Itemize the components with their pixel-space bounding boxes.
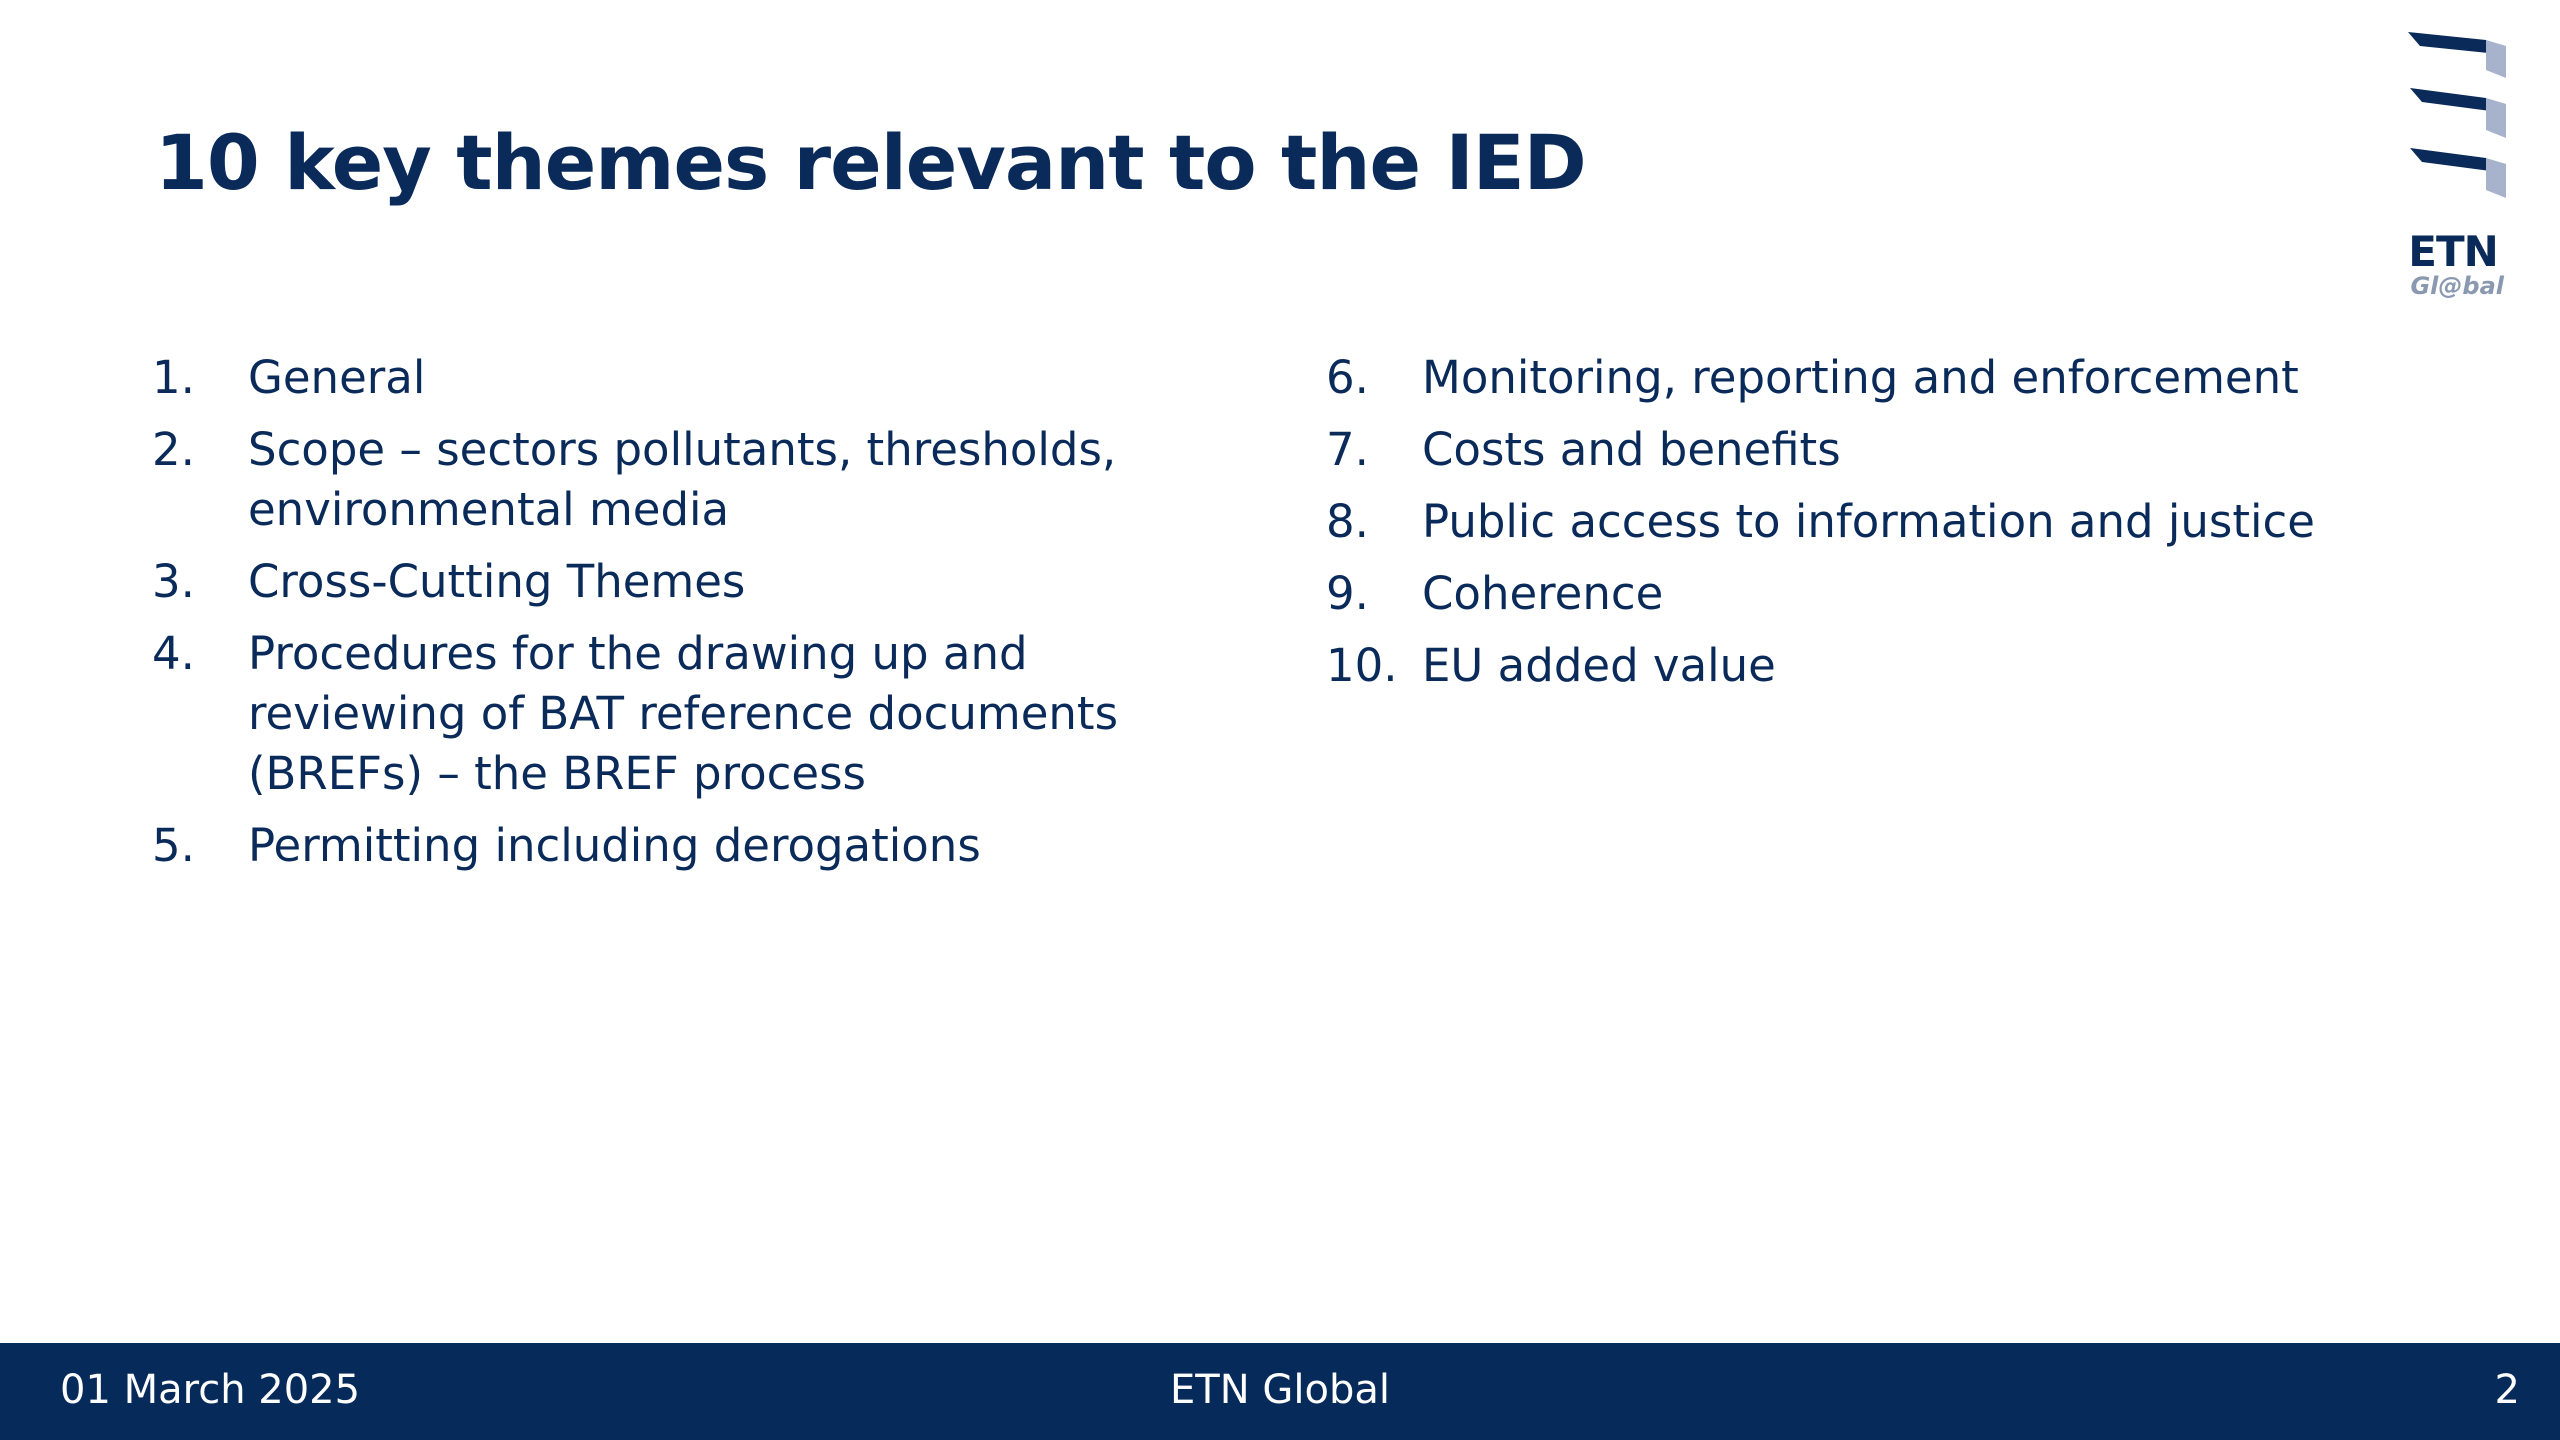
page-number: 2 bbox=[2494, 1367, 2520, 1413]
list-item-text: Cross-Cutting Themes bbox=[248, 555, 746, 608]
list-item bbox=[1326, 348, 2426, 408]
list-item bbox=[152, 348, 1152, 408]
list-item-text: Coherence bbox=[1422, 567, 1664, 620]
list-item bbox=[1326, 636, 2426, 696]
list-item bbox=[1326, 420, 2426, 480]
list-item-number: 3. bbox=[152, 555, 195, 608]
list-item-number: 4. bbox=[152, 627, 195, 680]
list-item bbox=[152, 816, 1152, 876]
list-item-number: 10. bbox=[1326, 639, 1398, 692]
themes-list-left bbox=[152, 348, 1152, 888]
list-item-number: 6. bbox=[1326, 351, 1369, 404]
list-item-text: Permitting including derogations bbox=[248, 819, 981, 872]
list-item-number: 5. bbox=[152, 819, 195, 872]
list-item bbox=[152, 552, 1152, 612]
etn-logo-icon bbox=[2398, 26, 2508, 226]
list-item-number: 1. bbox=[152, 351, 195, 404]
themes-list-right bbox=[1326, 348, 2426, 708]
list-item-number: 9. bbox=[1326, 567, 1369, 620]
footer-organization: ETN Global bbox=[1170, 1367, 1390, 1413]
list-item-text: EU added value bbox=[1422, 639, 1776, 692]
logo-subtitle: Gl@bal bbox=[2410, 272, 2504, 300]
list-item-text: Public access to information and justice bbox=[1422, 495, 2315, 548]
list-item-number: 7. bbox=[1326, 423, 1369, 476]
logo-wordmark: ETN bbox=[2408, 227, 2498, 276]
slide-footer bbox=[0, 1343, 2560, 1440]
etn-global-logo bbox=[2398, 26, 2508, 306]
list-item-text: Procedures for the drawing up and reviewing of BAT reference documents (BREFs) – the BREF process bbox=[248, 627, 1119, 800]
footer-date: 01 March 2025 bbox=[60, 1367, 361, 1413]
list-item bbox=[152, 624, 1152, 804]
list-item-text: General bbox=[248, 351, 426, 404]
list-item-text: Monitoring, reporting and enforcement bbox=[1422, 351, 2299, 404]
slide-title: 10 key themes relevant to the IED bbox=[155, 118, 1586, 207]
list-item bbox=[1326, 492, 2426, 552]
list-item bbox=[152, 420, 1152, 540]
list-item-number: 8. bbox=[1326, 495, 1369, 548]
list-item-number: 2. bbox=[152, 423, 195, 476]
list-item bbox=[1326, 564, 2426, 624]
list-item-text: Costs and benefits bbox=[1422, 423, 1841, 476]
list-item-text: Scope – sectors pollutants, thresholds, environmental media bbox=[248, 423, 1117, 536]
